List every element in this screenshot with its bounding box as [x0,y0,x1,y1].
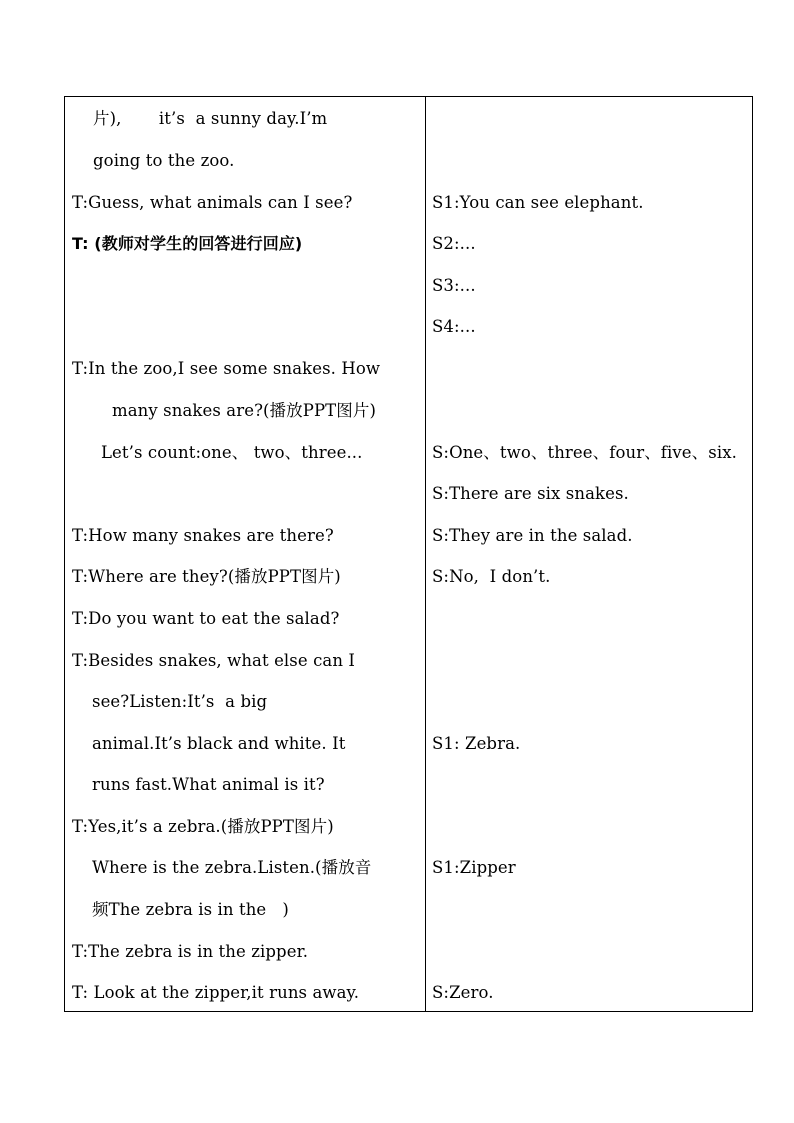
teacher-line: T:In the zoo,I see some snakes. How [72,359,381,378]
teacher-line: Let’s count:one、 two、three... [101,443,363,462]
student-line: S:Zero. [432,983,494,1002]
teacher-line: T:Besides snakes, what else can I [72,651,356,670]
teacher-line: T:Yes,it’s a zebra.(播放PPT图片) [72,817,334,836]
teacher-line: runs fast.What animal is it? [92,775,325,794]
teacher-line: going to the zoo. [93,151,235,170]
teacher-line: T: (教师对学生的回答进行回应) [72,234,303,253]
teacher-line: animal.It’s black and white. It [92,734,346,753]
student-line: S3:... [432,276,476,295]
teacher-line: T:The zebra is in the zipper. [72,942,309,961]
student-line: S:One、two、three、four、five、six. [432,443,737,462]
teacher-line: many snakes are?(播放PPT图片) [112,401,377,420]
teacher-line: T: Look at the zipper,it runs away. [72,983,360,1002]
student-line: S:There are six snakes. [432,484,629,503]
teacher-line: T:Where are they?(播放PPT图片) [72,567,341,586]
student-line: S1:You can see elephant. [432,193,644,212]
student-line: S2:... [432,234,476,253]
teacher-line: T:How many snakes are there? [72,526,334,545]
teacher-line: T:Guess, what animals can I see? [72,193,353,212]
teacher-line: 片), it’s a sunny day.I’m [93,109,328,128]
student-line: S4:... [432,317,476,336]
student-line: S1:Zipper [432,858,516,877]
teacher-line: Where is the zebra.Listen.(播放音 [92,858,372,877]
student-line: S:No, I don’t. [432,567,551,586]
student-line: S:They are in the salad. [432,526,633,545]
lesson-dialogue-table [64,96,753,1012]
teacher-line: T:Do you want to eat the salad? [72,609,340,628]
teacher-line: 频The zebra is in the ) [92,900,289,919]
column-divider [425,97,426,1011]
student-line: S1: Zebra. [432,734,521,753]
teacher-line: see?Listen:It’s a big [92,692,268,711]
